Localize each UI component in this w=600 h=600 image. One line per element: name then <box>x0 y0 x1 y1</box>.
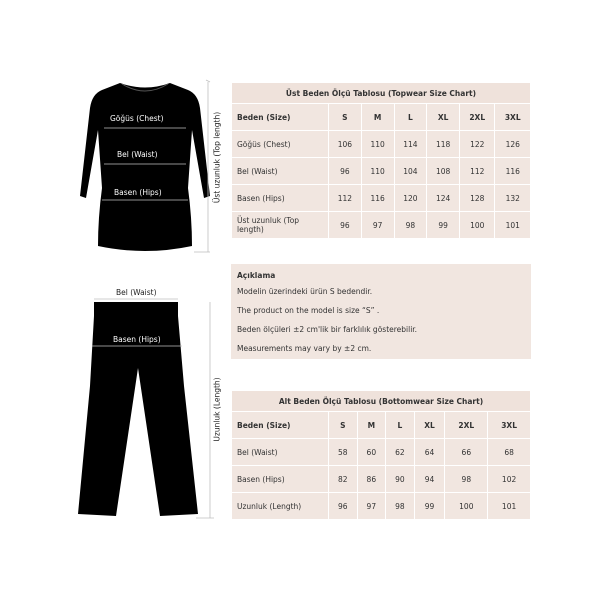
header-cell: XL <box>427 104 460 131</box>
bottomwear-size-table <box>231 390 531 520</box>
notes-box <box>231 264 531 359</box>
table-cell: 66 <box>445 439 488 466</box>
table-row <box>232 185 531 212</box>
table-cell: 97 <box>357 493 386 520</box>
table-cell: 116 <box>361 185 394 212</box>
table-cell: 118 <box>427 131 460 158</box>
table-row <box>232 439 531 466</box>
header-cell: Beden (Size) <box>232 104 329 131</box>
table-cell: 68 <box>488 439 531 466</box>
bottom-length-label: Uzunluk (Length) <box>212 377 222 442</box>
table-cell: 114 <box>394 131 427 158</box>
header-cell: M <box>357 412 386 439</box>
table-cell: 58 <box>329 439 358 466</box>
topwear-size-table <box>231 82 531 239</box>
trousers-icon <box>66 296 226 526</box>
table-cell: 98 <box>386 493 415 520</box>
table-cell: 98 <box>394 212 427 239</box>
top-hips-label: Basen (Hips) <box>114 188 162 197</box>
row-label: Üst uzunluk (Top length) <box>232 212 329 239</box>
header-cell: S <box>329 412 358 439</box>
bottom-waist-label: Bel (Waist) <box>116 288 157 297</box>
note-line: Beden ölçüleri ±2 cm'lik bir farklılık gösterebilir. <box>237 325 418 334</box>
notes-title: Açıklama <box>237 271 276 280</box>
table-cell: 112 <box>460 158 495 185</box>
table-row <box>232 493 531 520</box>
note-line: Measurements may vary by ±2 cm. <box>237 344 372 353</box>
table-row <box>232 212 531 239</box>
table-row <box>232 158 531 185</box>
table-cell: 110 <box>361 158 394 185</box>
table-cell: 102 <box>488 466 531 493</box>
header-cell: L <box>394 104 427 131</box>
table-cell: 99 <box>414 493 445 520</box>
top-garment-illustration <box>60 78 230 256</box>
table-cell: 124 <box>427 185 460 212</box>
bottom-garment-illustration <box>66 296 226 526</box>
table-cell: 62 <box>386 439 415 466</box>
table-header-row <box>232 104 531 131</box>
row-label: Bel (Waist) <box>232 439 329 466</box>
note-line: Modelin üzerindeki ürün S bedendir. <box>237 287 373 296</box>
tunic-icon <box>60 78 230 256</box>
table-cell: 110 <box>361 131 394 158</box>
row-label: Uzunluk (Length) <box>232 493 329 520</box>
header-cell: M <box>361 104 394 131</box>
table-cell: 104 <box>394 158 427 185</box>
table-cell: 96 <box>329 158 362 185</box>
table-header-row <box>232 412 531 439</box>
top-chest-label: Göğüs (Chest) <box>110 114 164 123</box>
table-cell: 101 <box>495 212 531 239</box>
table-cell: 101 <box>488 493 531 520</box>
table-cell: 96 <box>329 212 362 239</box>
header-cell: L <box>386 412 415 439</box>
table-cell: 99 <box>427 212 460 239</box>
table-cell: 112 <box>329 185 362 212</box>
row-label: Bel (Waist) <box>232 158 329 185</box>
table-cell: 100 <box>445 493 488 520</box>
table-cell: 122 <box>460 131 495 158</box>
table-cell: 64 <box>414 439 445 466</box>
bottomwear-table-title: Alt Beden Ölçü Tablosu (Bottomwear Size Chart) <box>232 391 531 412</box>
table-row <box>232 466 531 493</box>
row-label: Göğüs (Chest) <box>232 131 329 158</box>
table-cell: 100 <box>460 212 495 239</box>
header-cell: S <box>329 104 362 131</box>
header-cell: XL <box>414 412 445 439</box>
top-length-label: Üst uzunluk (Top length) <box>212 111 222 204</box>
header-cell: 3XL <box>495 104 531 131</box>
table-cell: 96 <box>329 493 358 520</box>
table-cell: 128 <box>460 185 495 212</box>
table-cell: 116 <box>495 158 531 185</box>
note-line: The product on the model is size “S” . <box>237 306 380 315</box>
topwear-table-title: Üst Beden Ölçü Tablosu (Topwear Size Chart) <box>232 83 531 104</box>
row-label: Basen (Hips) <box>232 466 329 493</box>
table-cell: 86 <box>357 466 386 493</box>
table-cell: 97 <box>361 212 394 239</box>
table-cell: 90 <box>386 466 415 493</box>
table-cell: 108 <box>427 158 460 185</box>
top-waist-label: Bel (Waist) <box>117 150 158 159</box>
table-cell: 106 <box>329 131 362 158</box>
table-cell: 82 <box>329 466 358 493</box>
bottom-hips-label: Basen (Hips) <box>113 335 161 344</box>
table-cell: 126 <box>495 131 531 158</box>
table-cell: 120 <box>394 185 427 212</box>
table-cell: 132 <box>495 185 531 212</box>
header-cell: 2XL <box>460 104 495 131</box>
row-label: Basen (Hips) <box>232 185 329 212</box>
table-row <box>232 131 531 158</box>
header-cell: 3XL <box>488 412 531 439</box>
table-cell: 94 <box>414 466 445 493</box>
table-cell: 60 <box>357 439 386 466</box>
header-cell: 2XL <box>445 412 488 439</box>
table-cell: 98 <box>445 466 488 493</box>
header-cell: Beden (Size) <box>232 412 329 439</box>
